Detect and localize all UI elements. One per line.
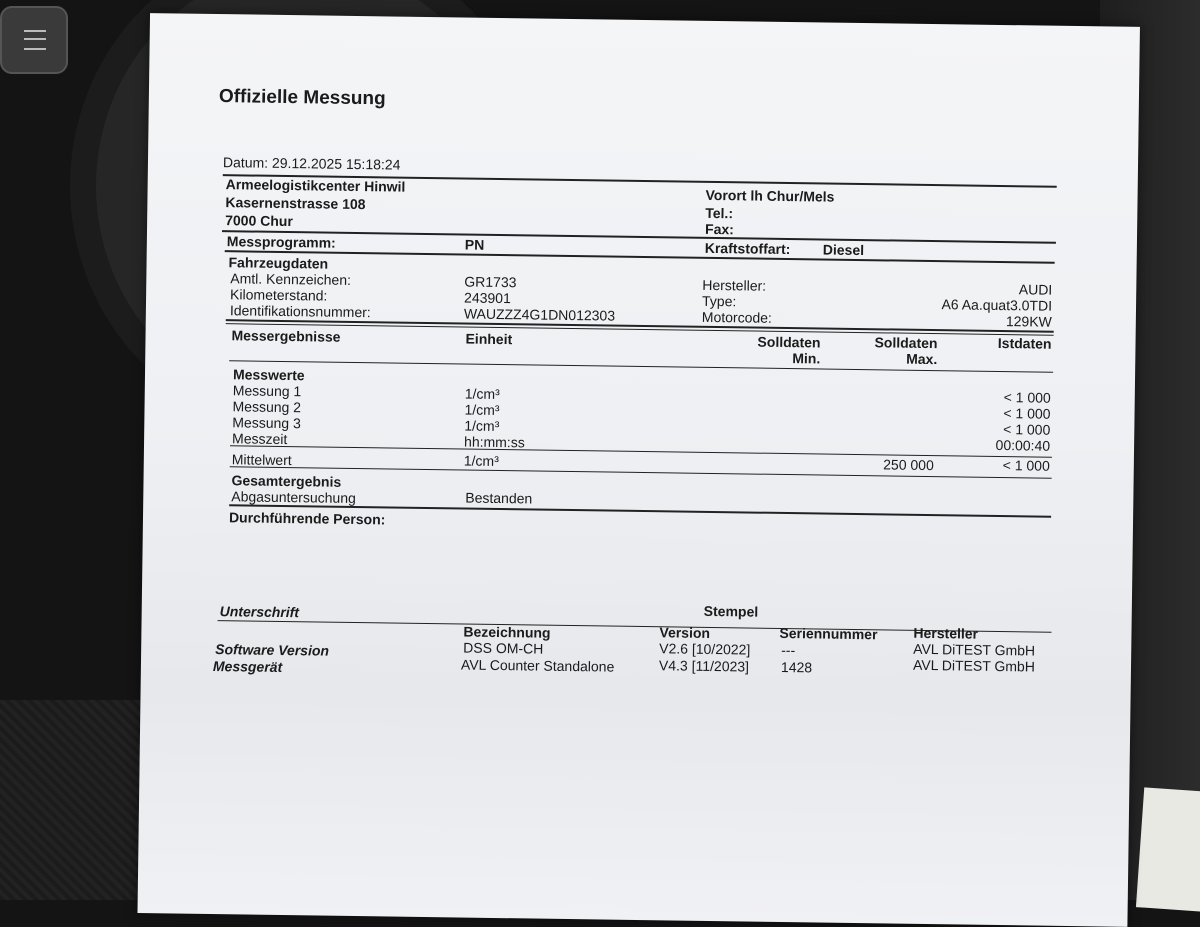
- software-label: Software Version: [215, 641, 330, 659]
- kennzeichen-value: GR1733: [464, 273, 517, 291]
- footer-col-hersteller: Hersteller: [913, 624, 979, 642]
- results-col-name: Messergebnisse: [231, 327, 341, 345]
- paper-note-corner: [1136, 787, 1200, 912]
- row-unit: hh:mm:ss: [463, 433, 525, 451]
- menu-icon: [24, 30, 46, 50]
- row-ist: < 1 000: [1003, 421, 1051, 438]
- vehicle-heading: Fahrzeugdaten: [228, 254, 329, 272]
- car-menu-button: [0, 6, 68, 74]
- footer-col-bezeichnung: Bezeichnung: [463, 623, 551, 641]
- row-name: Messung 3: [232, 414, 301, 432]
- gesamt-heading: Gesamtergebnis: [231, 472, 342, 490]
- messwerte-heading: Messwerte: [232, 366, 305, 384]
- program-value: PN: [464, 236, 485, 253]
- mittelwert-name: Mittelwert: [231, 451, 292, 469]
- motor-value: 129KW: [1005, 313, 1052, 330]
- signature-label: Unterschrift: [219, 603, 300, 621]
- fax-label: Fax:: [704, 220, 734, 238]
- fuel-value: Diesel: [822, 241, 865, 259]
- vin-label: Identifikationsnummer:: [229, 302, 371, 321]
- mittelwert-ist: < 1 000: [1002, 457, 1050, 474]
- row-name: Messung 2: [232, 398, 302, 416]
- results-col-min-2: Min.: [792, 350, 821, 367]
- row-ist: < 1 000: [1003, 405, 1051, 422]
- row-ist: 00:00:40: [995, 436, 1051, 454]
- results-col-max-2: Max.: [906, 350, 938, 368]
- type-value: A6 Aa.quat3.0TDI: [941, 296, 1053, 314]
- motor-label: Motorcode:: [701, 308, 773, 326]
- report-title: Offizielle Messung: [218, 86, 386, 110]
- software-bez: DSS OM-CH: [463, 639, 544, 657]
- gesamt-value: Bestanden: [465, 489, 533, 507]
- results-col-max-1: Solldaten: [874, 334, 938, 352]
- device-version: V4.3 [11/2023]: [658, 657, 750, 675]
- row-name: Messzeit: [232, 430, 288, 448]
- device-hersteller: AVL DiTEST GmbH: [912, 656, 1036, 675]
- tel-label: Tel.:: [705, 204, 734, 222]
- divider: [225, 250, 1055, 264]
- software-version: V2.6 [10/2022]: [659, 640, 751, 658]
- row-unit: 1/cm³: [464, 385, 500, 403]
- results-col-min-1: Solldaten: [757, 333, 821, 351]
- device-serie: 1428: [780, 658, 813, 676]
- vorort-name: Vorort lh Chur/Mels: [705, 186, 835, 205]
- seat-fabric: [0, 700, 150, 900]
- address-line-2: Kasernenstrasse 108: [225, 194, 366, 213]
- footer-col-serie: Seriennummer: [779, 624, 878, 643]
- device-label: Messgerät: [212, 658, 283, 675]
- row-unit: 1/cm³: [464, 417, 500, 435]
- person-label: Durchführende Person:: [228, 509, 386, 528]
- row-unit: 1/cm³: [464, 401, 500, 419]
- results-col-ist: Istdaten: [997, 334, 1052, 352]
- gesamt-label: Abgasuntersuchung: [231, 488, 356, 507]
- report-datetime: Datum: 29.12.2025 15:18:24: [222, 154, 401, 173]
- measurement-report: [137, 13, 1139, 927]
- vin-value: WAUZZZ4G1DN012303: [463, 305, 616, 324]
- type-label: Type:: [701, 292, 737, 310]
- software-hersteller: AVL DiTEST GmbH: [913, 640, 1036, 659]
- hersteller-label: Hersteller:: [702, 276, 767, 294]
- row-name: Messung 1: [232, 382, 302, 400]
- stamp-label: Stempel: [703, 602, 759, 620]
- km-label: Kilometerstand:: [230, 286, 328, 304]
- mittelwert-max: 250 000: [883, 456, 934, 474]
- hersteller-value: AUDI: [1018, 281, 1053, 298]
- program-label: Messprogramm:: [226, 233, 336, 251]
- address-line-3: 7000 Chur: [225, 212, 293, 230]
- divider: [222, 230, 1056, 244]
- km-value: 243901: [463, 289, 511, 307]
- footer-col-version: Version: [659, 624, 711, 641]
- results-col-unit: Einheit: [465, 330, 513, 348]
- fuel-label: Kraftstoffart:: [704, 239, 791, 258]
- address-line-1: Armeelogistikcenter Hinwil: [225, 176, 406, 195]
- divider: [230, 445, 1052, 457]
- mittelwert-unit: 1/cm³: [463, 452, 499, 470]
- software-serie: ---: [781, 641, 796, 659]
- row-ist: < 1 000: [1003, 389, 1051, 406]
- kennzeichen-label: Amtl. Kennzeichen:: [230, 270, 352, 288]
- device-bez: AVL Counter Standalone: [460, 656, 615, 675]
